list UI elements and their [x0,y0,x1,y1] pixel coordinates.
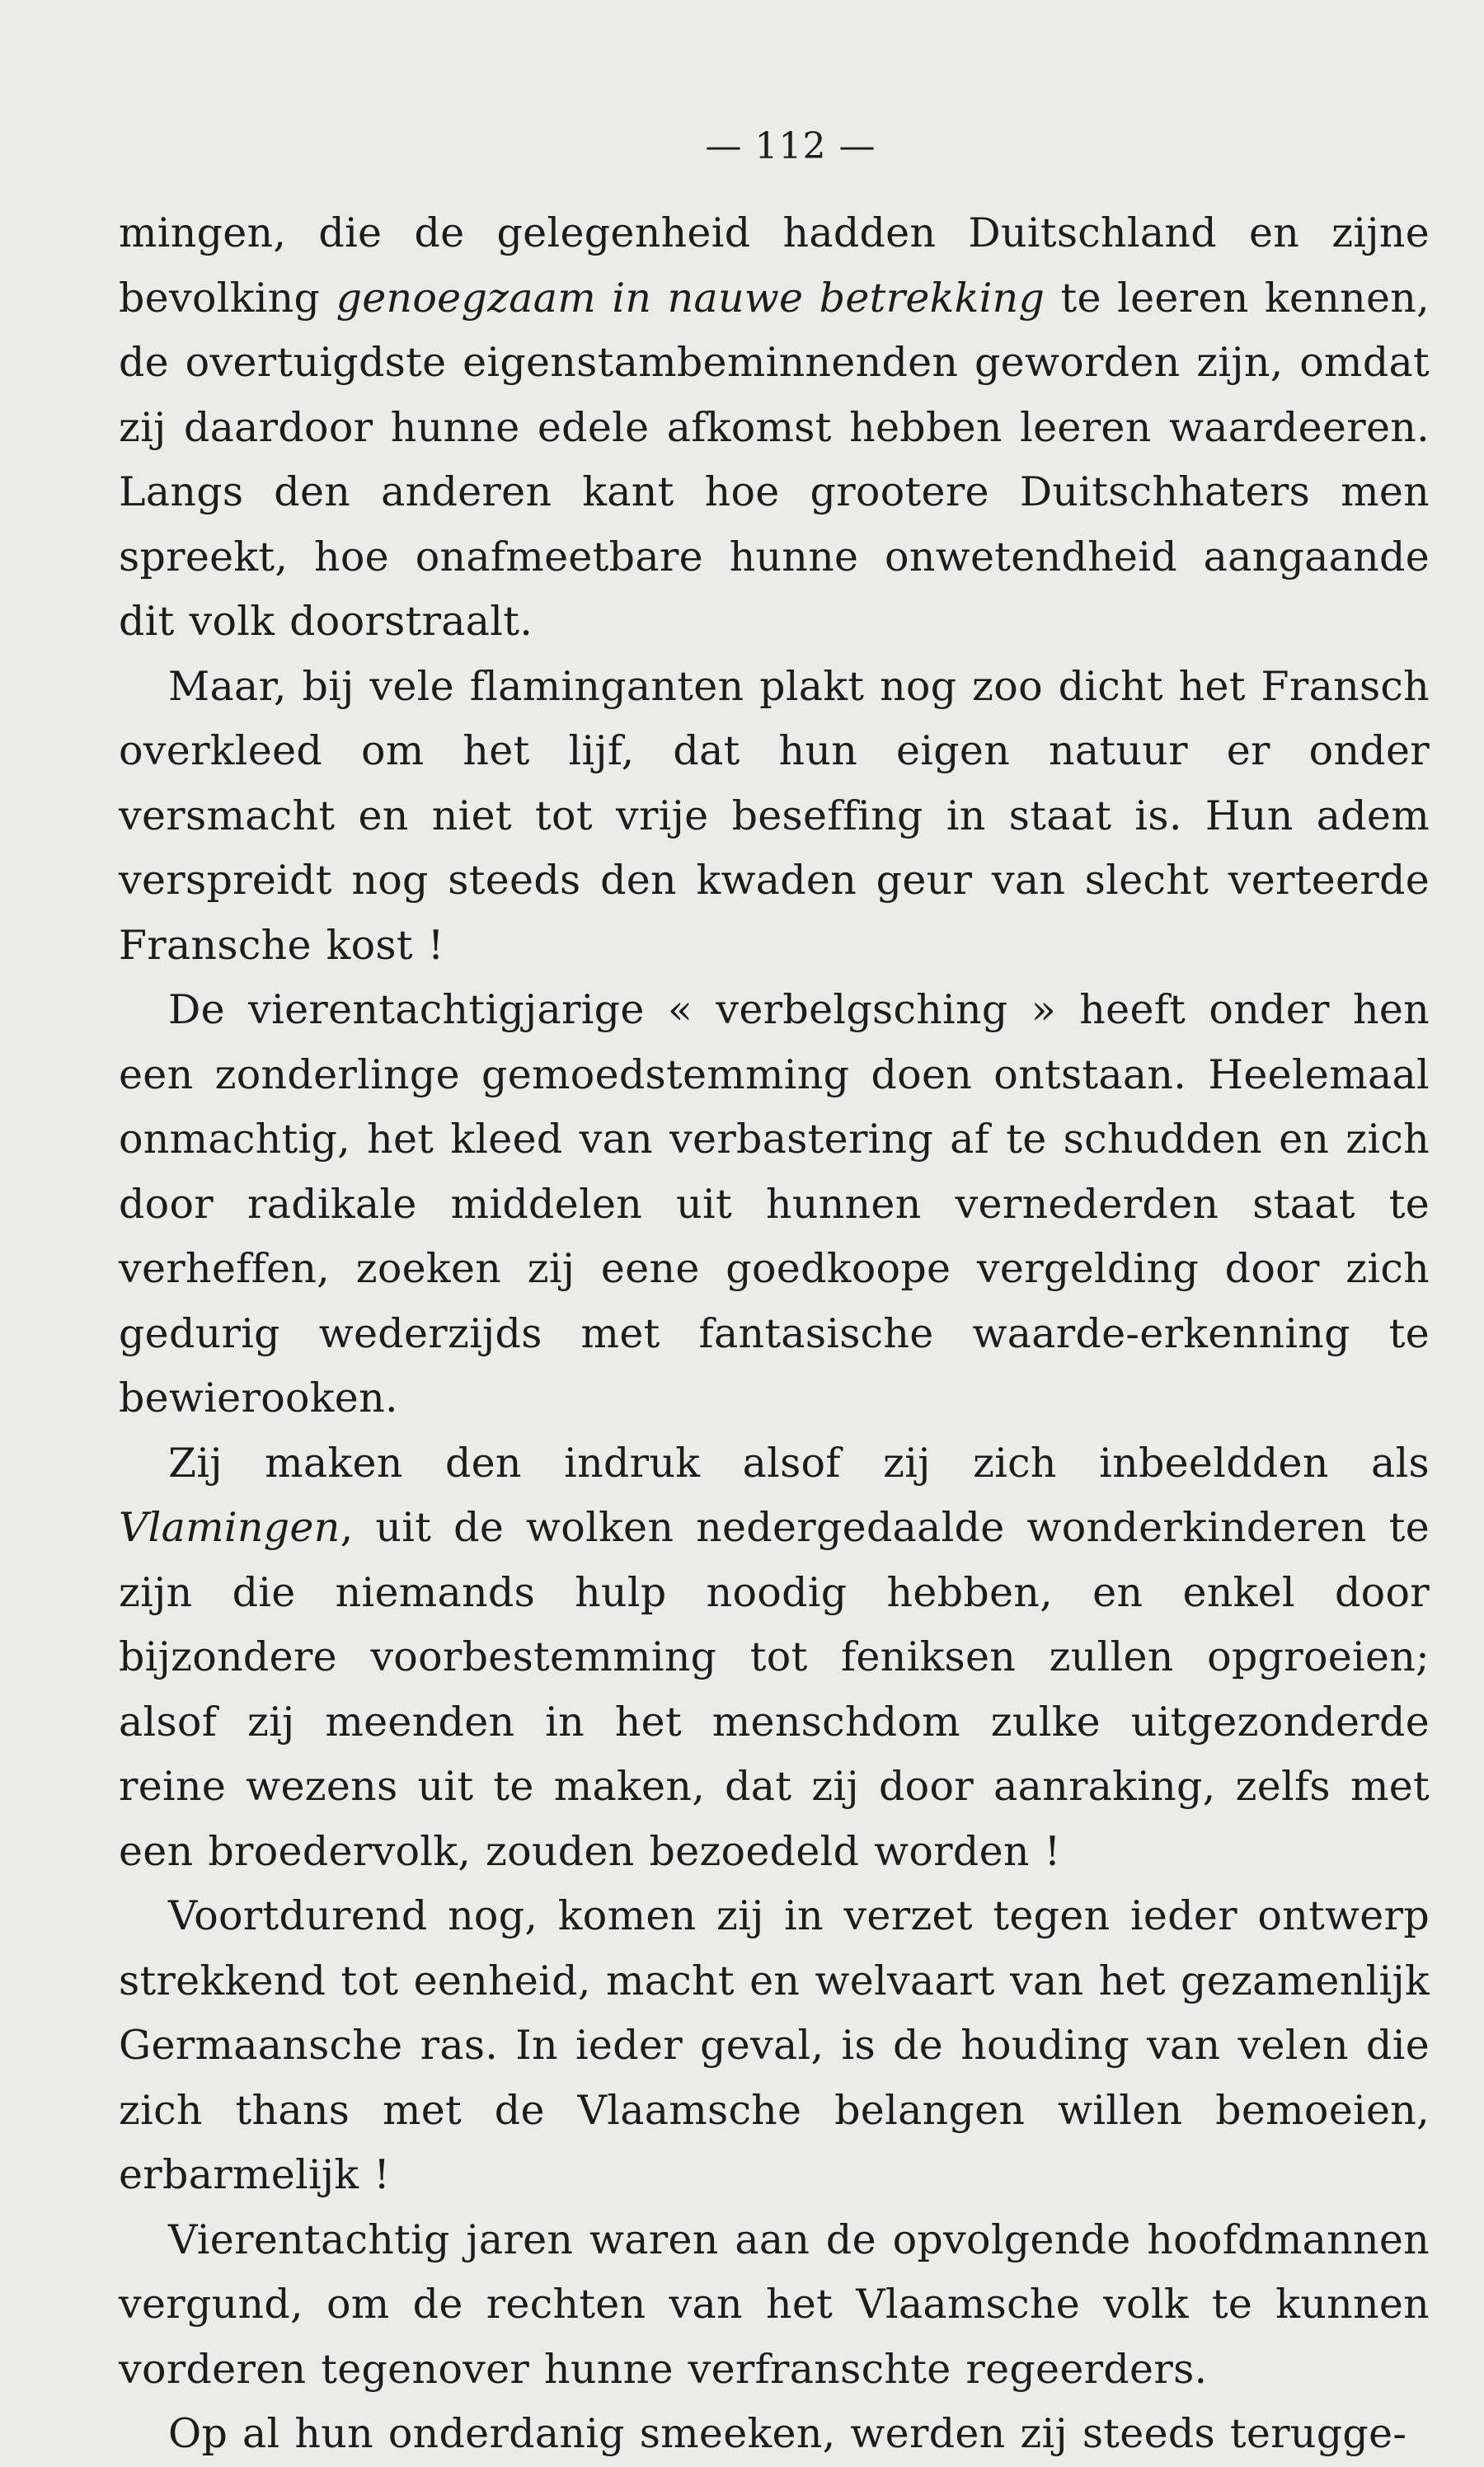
text-segment: Voortdurend nog, komen zij in verzet tegen ieder ontwerp strekkend tot eenheid, macht en welvaart van het gezamenlijk Germaansche ras. In ieder geval, is de houding van velen die zich thans met de Vlaamsche belangen willen bemoeien, erbarmelijk ! [119,1892,1430,2198]
text-segment: , uit de wolken nedergedaalde wonderkinderen te zijn die niemands hulp noodig hebben, en enkel door bijzondere voorbestemming tot feniksen zullen opgroeien; alsof zij meenden in het menschdom zulke uitgezonderde reine wezens uit te maken, dat zij door aanraking, zelfs met een broedervolk, zouden bezoedeld worden ! [119,1504,1430,1875]
paragraph [119,1884,1430,2208]
paragraph [119,978,1430,1431]
paragraph [119,201,1430,655]
italic-text-segment: Vlamingen [119,1504,340,1551]
paragraph [119,1431,1430,1885]
text-segment: Op al hun onderdanig smeeken, werden zij steeds terugge- [168,2410,1407,2457]
text-segment: De vierentachtigjarige « verbelgsching » heeft onder hen een zonderlinge gemoedstemming doen ontstaan. Heelemaal onmachtig, het kleed van verbastering af te schudden en zich door radikale middelen uit hunnen vernederden staat te verheffen, zoeken zij eene goedkoope vergelding door zich gedurig wederzijds met fantasische waarde-erkenning te bewierooken. [119,986,1430,1421]
text-segment: mingen, die de gelegenheid hadden Duitschland en zijne bevolking [119,209,1430,322]
paragraph [119,2208,1430,2403]
text-segment: Vierentachtig jaren waren aan de opvolgende hoofdmannen vergund, om de rechten van het Vlaamsche volk te kunnen vorderen tegenover hunne verfranschte regeerders. [119,2216,1430,2393]
page-number: — 112 — [705,125,876,167]
paragraph [119,2402,1430,2467]
italic-text-segment: genoegzaam in nauwe betrekking [336,274,1045,322]
text-segment: te leeren kennen, de overtuigdste eigenstambeminnenden geworden zijn, omdat zij daardoor hunne edele afkomst hebben leeren waardeeren. Langs den anderen kant hoe grootere Duitschhaters men spreekt, hoe onafmeetbare hunne onwetendheid aangaande dit volk doorstraalt. [119,274,1430,645]
page-body-text [119,201,1430,2467]
text-segment: Zij maken den indruk alsof zij zich inbeeldden als [168,1439,1430,1487]
text-segment: Maar, bij vele flaminganten plakt nog zoo dicht het Fransch overkleed om het lijf, dat hun eigen natuur er onder versmacht en niet tot vrije beseffing in staat is. Hun adem verspreidt nog steeds den kwaden geur van slecht verteerde Fransche kost ! [119,662,1430,969]
paragraph [119,655,1430,979]
